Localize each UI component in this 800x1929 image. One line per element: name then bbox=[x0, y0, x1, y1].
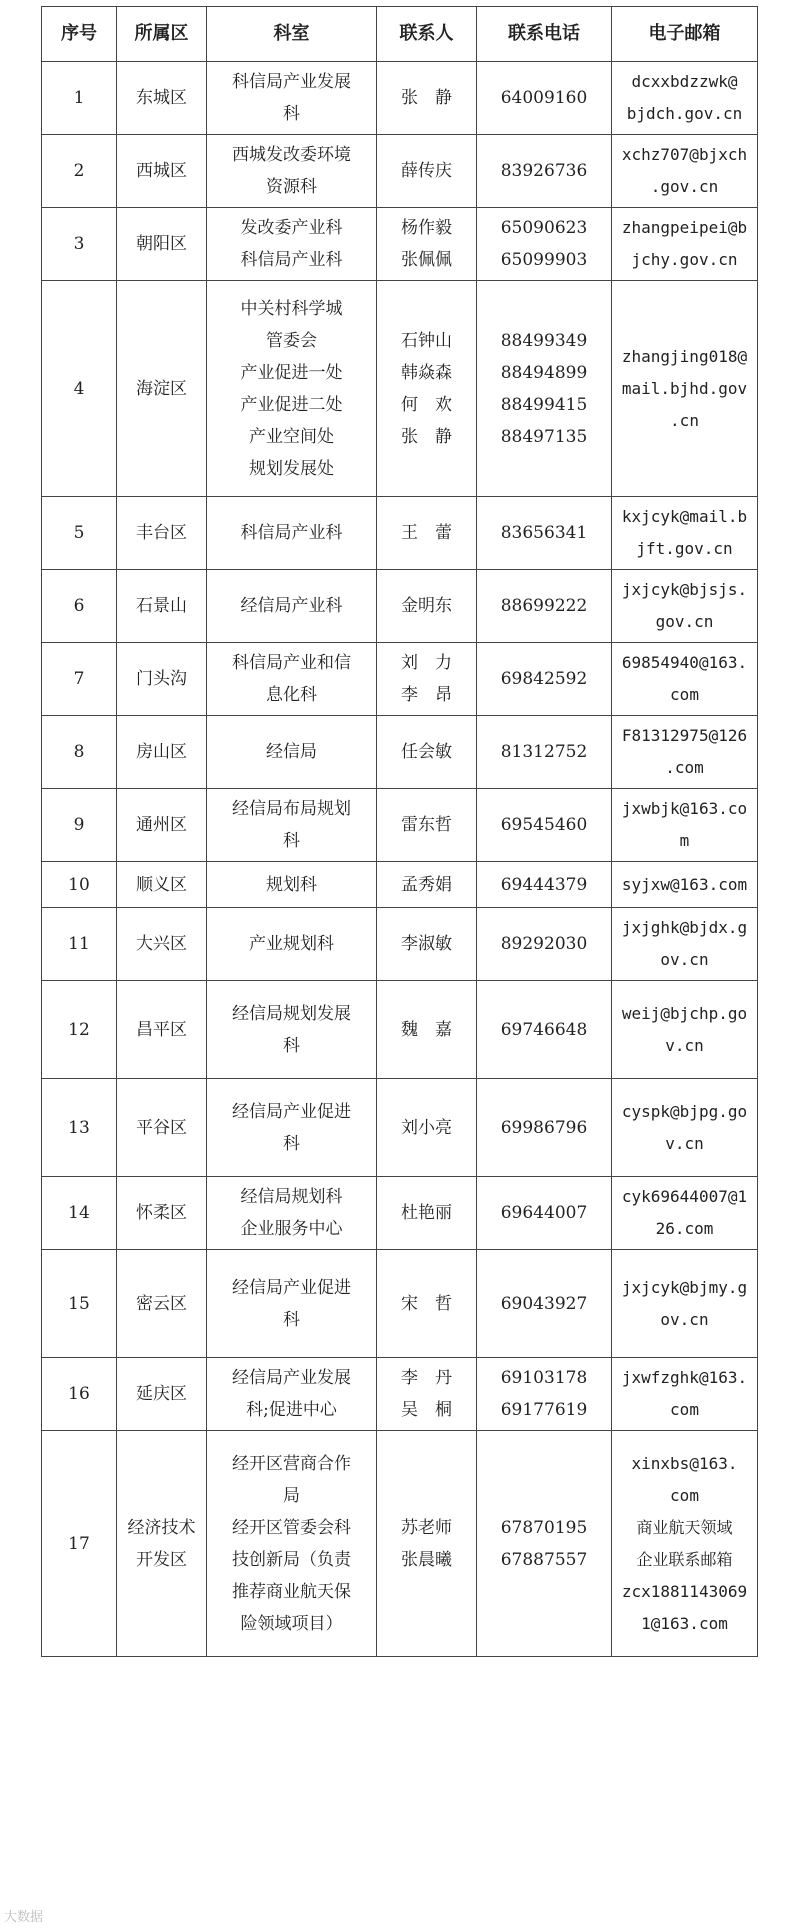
department-cell bbox=[207, 1079, 377, 1177]
email-line: zcx1881143069 bbox=[621, 1581, 748, 1601]
email-line: jxjcyk@bjsjs. bbox=[621, 580, 748, 599]
seq-cell: 9 bbox=[42, 789, 117, 862]
table-row bbox=[42, 789, 758, 862]
department-cell bbox=[207, 1431, 377, 1657]
table-row bbox=[42, 981, 758, 1079]
department-line: 经信局产业促进 bbox=[232, 1277, 351, 1298]
email-line: xinxbs@163. bbox=[631, 1453, 738, 1473]
contact-cell bbox=[377, 1250, 477, 1358]
table-row bbox=[42, 1358, 758, 1431]
district-cell: 通州区 bbox=[117, 789, 207, 862]
phone-line: 69842592 bbox=[500, 669, 588, 689]
department-line: 科 bbox=[283, 1133, 300, 1154]
district-cell: 朝阳区 bbox=[117, 208, 207, 281]
table-row bbox=[42, 862, 758, 908]
seq-cell: 10 bbox=[42, 862, 117, 908]
table-header-row bbox=[42, 7, 758, 62]
department-cell bbox=[207, 908, 377, 981]
table-row bbox=[42, 570, 758, 643]
header-contact: 联系人 bbox=[377, 7, 477, 62]
phone-line: 65090623 bbox=[500, 218, 588, 238]
seq-cell: 16 bbox=[42, 1358, 117, 1431]
email-line: .com bbox=[665, 758, 704, 777]
seq-cell: 17 bbox=[42, 1431, 117, 1657]
email-line: com bbox=[670, 685, 699, 704]
department-line: 局 bbox=[283, 1485, 300, 1506]
phone-cell bbox=[477, 208, 612, 281]
seq-cell: 4 bbox=[42, 281, 117, 497]
header-department: 科室 bbox=[207, 7, 377, 62]
email-line: jxwfzghk@163. bbox=[621, 1368, 748, 1387]
phone-line: 69986796 bbox=[500, 1117, 588, 1138]
email-line: jchy.gov.cn bbox=[631, 250, 738, 269]
email-line: zhangjing018@ bbox=[621, 346, 748, 366]
contact-line: 宋 哲 bbox=[401, 1293, 452, 1314]
department-line: 经开区管委会科 bbox=[232, 1517, 351, 1538]
table-row bbox=[42, 643, 758, 716]
contact-line: 张 静 bbox=[401, 88, 452, 108]
contact-cell bbox=[377, 1358, 477, 1431]
department-line: 科 bbox=[283, 1309, 300, 1330]
phone-cell bbox=[477, 1079, 612, 1177]
contact-cell bbox=[377, 716, 477, 789]
email-line: jxjcyk@bjmy.g bbox=[621, 1277, 748, 1297]
header-phone: 联系电话 bbox=[477, 7, 612, 62]
phone-cell bbox=[477, 570, 612, 643]
district-cell bbox=[117, 1431, 207, 1657]
department-line: 科信局产业和信 bbox=[232, 653, 351, 673]
phone-line: 69043927 bbox=[500, 1293, 588, 1314]
phone-cell bbox=[477, 1250, 612, 1358]
email-line: 69854940@163. bbox=[621, 653, 748, 672]
department-line: 科信局产业科 bbox=[240, 523, 343, 543]
seq-cell: 8 bbox=[42, 716, 117, 789]
phone-line: 88499349 bbox=[500, 330, 588, 351]
phone-line: 69644007 bbox=[500, 1203, 588, 1223]
email-line: .gov.cn bbox=[650, 177, 719, 196]
district-cell: 门头沟 bbox=[117, 643, 207, 716]
email-line: syjxw@163.com bbox=[621, 874, 748, 894]
email-line: gov.cn bbox=[655, 612, 714, 631]
district-cell: 海淀区 bbox=[117, 281, 207, 497]
email-line: cyk69644007@1 bbox=[621, 1187, 748, 1206]
contact-cell bbox=[377, 789, 477, 862]
department-line: 经信局 bbox=[266, 742, 317, 762]
contact-line: 刘 力 bbox=[401, 653, 452, 673]
district-cell: 丰台区 bbox=[117, 497, 207, 570]
district-cell: 东城区 bbox=[117, 62, 207, 135]
department-line: 科 bbox=[283, 831, 300, 851]
seq-cell: 12 bbox=[42, 981, 117, 1079]
department-line: 企业服务中心 bbox=[240, 1219, 343, 1239]
phone-line: 83656341 bbox=[500, 523, 588, 543]
email-line: bjdch.gov.cn bbox=[626, 104, 743, 123]
email-cell bbox=[612, 1358, 758, 1431]
contact-line: 张佩佩 bbox=[401, 250, 452, 270]
seq-cell: 11 bbox=[42, 908, 117, 981]
contact-cell bbox=[377, 497, 477, 570]
phone-line: 69177619 bbox=[500, 1400, 588, 1420]
header-email: 电子邮箱 bbox=[612, 7, 758, 62]
department-line: 科 bbox=[283, 1035, 300, 1056]
email-cell bbox=[612, 570, 758, 643]
table-row bbox=[42, 1431, 758, 1657]
contact-line: 雷东哲 bbox=[401, 815, 452, 835]
phone-line: 67870195 bbox=[500, 1517, 588, 1538]
email-line: com bbox=[670, 1485, 699, 1505]
email-line: 26.com bbox=[655, 1219, 714, 1238]
phone-cell bbox=[477, 908, 612, 981]
table-row bbox=[42, 1079, 758, 1177]
email-cell bbox=[612, 281, 758, 497]
email-cell bbox=[612, 135, 758, 208]
contact-line: 张晨曦 bbox=[401, 1549, 452, 1570]
department-line: 推荐商业航天保 bbox=[232, 1581, 351, 1602]
email-cell bbox=[612, 62, 758, 135]
phone-cell bbox=[477, 497, 612, 570]
email-cell bbox=[612, 1250, 758, 1358]
email-line: jxwbjk@163.co bbox=[621, 799, 748, 818]
email-cell bbox=[612, 908, 758, 981]
phone-cell bbox=[477, 281, 612, 497]
department-cell bbox=[207, 208, 377, 281]
phone-cell bbox=[477, 716, 612, 789]
department-line: 息化科 bbox=[266, 685, 317, 705]
table-row bbox=[42, 281, 758, 497]
phone-line: 65099903 bbox=[500, 250, 588, 270]
department-line: 科;促进中心 bbox=[246, 1400, 337, 1420]
phone-line: 88497135 bbox=[500, 426, 588, 447]
email-line: cyspk@bjpg.go bbox=[621, 1101, 748, 1121]
contact-line: 魏 嘉 bbox=[401, 1019, 452, 1040]
contact-line: 李 昂 bbox=[401, 685, 452, 705]
phone-line: 64009160 bbox=[500, 88, 588, 108]
email-cell bbox=[612, 497, 758, 570]
email-line: xchz707@bjxch bbox=[621, 145, 748, 164]
department-cell bbox=[207, 281, 377, 497]
email-line: v.cn bbox=[665, 1035, 704, 1055]
department-cell bbox=[207, 1177, 377, 1250]
department-line: 西城发改委环境 bbox=[232, 145, 351, 165]
email-line: mail.bjhd.gov bbox=[621, 378, 748, 398]
phone-line: 69545460 bbox=[500, 815, 588, 835]
department-cell bbox=[207, 643, 377, 716]
email-line: 企业联系邮箱 bbox=[636, 1549, 733, 1569]
district-cell: 顺义区 bbox=[117, 862, 207, 908]
department-line: 规划发展处 bbox=[249, 458, 334, 479]
contact-line: 刘小亮 bbox=[401, 1117, 452, 1138]
phone-line: 67887557 bbox=[500, 1549, 588, 1570]
email-line: ov.cn bbox=[660, 1309, 709, 1329]
district-cell: 怀柔区 bbox=[117, 1177, 207, 1250]
district-cell: 房山区 bbox=[117, 716, 207, 789]
email-cell bbox=[612, 862, 758, 908]
contact-line: 吴 桐 bbox=[401, 1400, 452, 1420]
header-district: 所属区 bbox=[117, 7, 207, 62]
table-row bbox=[42, 716, 758, 789]
contact-cell bbox=[377, 281, 477, 497]
table-row bbox=[42, 908, 758, 981]
contact-cell bbox=[377, 981, 477, 1079]
seq-cell: 6 bbox=[42, 570, 117, 643]
table-row bbox=[42, 208, 758, 281]
seq-cell: 2 bbox=[42, 135, 117, 208]
contact-cell bbox=[377, 208, 477, 281]
district-cell: 昌平区 bbox=[117, 981, 207, 1079]
department-line: 规划科 bbox=[266, 874, 317, 895]
phone-line: 69103178 bbox=[500, 1368, 588, 1388]
department-line: 发改委产业科 bbox=[240, 218, 343, 238]
department-line: 科信局产业发展 bbox=[232, 72, 351, 92]
contact-line: 薛传庆 bbox=[401, 161, 452, 181]
department-line: 产业促进一处 bbox=[240, 362, 343, 383]
contact-line: 何 欢 bbox=[401, 394, 452, 415]
contact-cell bbox=[377, 62, 477, 135]
contact-cell bbox=[377, 862, 477, 908]
department-cell bbox=[207, 135, 377, 208]
email-cell bbox=[612, 981, 758, 1079]
table-row bbox=[42, 497, 758, 570]
department-line: 经信局产业发展 bbox=[232, 1368, 351, 1388]
district-cell: 平谷区 bbox=[117, 1079, 207, 1177]
email-cell bbox=[612, 789, 758, 862]
phone-line: 83926736 bbox=[500, 161, 588, 181]
district-line: 经济技术 bbox=[127, 1517, 196, 1538]
department-cell bbox=[207, 497, 377, 570]
department-line: 经信局产业科 bbox=[240, 596, 343, 616]
email-line: dcxxbdzzwk@ bbox=[631, 72, 738, 91]
department-line: 技创新局（负责 bbox=[232, 1549, 351, 1570]
district-line: 开发区 bbox=[136, 1549, 187, 1570]
contact-line: 杜艳丽 bbox=[401, 1203, 452, 1223]
email-line: weij@bjchp.go bbox=[621, 1003, 748, 1023]
phone-line: 88499415 bbox=[500, 394, 588, 415]
contact-line: 孟秀娟 bbox=[401, 874, 452, 895]
district-cell: 大兴区 bbox=[117, 908, 207, 981]
email-cell bbox=[612, 1079, 758, 1177]
contact-cell bbox=[377, 1431, 477, 1657]
contacts-table bbox=[41, 6, 758, 1657]
department-line: 经信局产业促进 bbox=[232, 1101, 351, 1122]
contact-cell bbox=[377, 908, 477, 981]
contact-line: 李 丹 bbox=[401, 1368, 452, 1388]
email-cell bbox=[612, 716, 758, 789]
table-row bbox=[42, 1177, 758, 1250]
phone-line: 81312752 bbox=[500, 742, 588, 762]
contact-cell bbox=[377, 643, 477, 716]
department-line: 产业规划科 bbox=[249, 934, 334, 954]
email-line: jxjghk@bjdx.g bbox=[621, 918, 748, 937]
district-cell: 延庆区 bbox=[117, 1358, 207, 1431]
seq-cell: 3 bbox=[42, 208, 117, 281]
phone-line: 89292030 bbox=[500, 934, 588, 954]
watermark: 大数据 bbox=[4, 1910, 44, 1925]
contact-line: 张 静 bbox=[401, 426, 452, 447]
phone-cell bbox=[477, 643, 612, 716]
email-line: jft.gov.cn bbox=[636, 539, 733, 558]
phone-line: 69746648 bbox=[500, 1019, 588, 1040]
table-row bbox=[42, 135, 758, 208]
email-cell bbox=[612, 1431, 758, 1657]
contact-cell bbox=[377, 1079, 477, 1177]
department-line: 资源科 bbox=[266, 177, 317, 197]
seq-cell: 7 bbox=[42, 643, 117, 716]
phone-line: 88699222 bbox=[500, 596, 588, 616]
phone-cell bbox=[477, 789, 612, 862]
header-seq: 序号 bbox=[42, 7, 117, 62]
phone-line: 88494899 bbox=[500, 362, 588, 383]
department-cell bbox=[207, 862, 377, 908]
email-cell bbox=[612, 208, 758, 281]
department-line: 险领域项目） bbox=[240, 1613, 343, 1634]
seq-cell: 1 bbox=[42, 62, 117, 135]
table-row bbox=[42, 1250, 758, 1358]
department-cell bbox=[207, 1250, 377, 1358]
department-line: 管委会 bbox=[266, 330, 317, 351]
seq-cell: 5 bbox=[42, 497, 117, 570]
email-line: com bbox=[670, 1400, 699, 1419]
email-line: ov.cn bbox=[660, 950, 709, 969]
district-cell: 西城区 bbox=[117, 135, 207, 208]
district-cell: 石景山 bbox=[117, 570, 207, 643]
contact-line: 苏老师 bbox=[401, 1517, 452, 1538]
contact-line: 王 蕾 bbox=[401, 523, 452, 543]
phone-cell bbox=[477, 1177, 612, 1250]
email-cell bbox=[612, 643, 758, 716]
phone-cell bbox=[477, 862, 612, 908]
phone-cell bbox=[477, 1358, 612, 1431]
phone-line: 69444379 bbox=[500, 874, 588, 895]
seq-cell: 15 bbox=[42, 1250, 117, 1358]
phone-cell bbox=[477, 981, 612, 1079]
department-line: 产业空间处 bbox=[249, 426, 334, 447]
department-cell bbox=[207, 981, 377, 1079]
department-cell bbox=[207, 570, 377, 643]
phone-cell bbox=[477, 135, 612, 208]
contact-line: 李淑敏 bbox=[401, 934, 452, 954]
district-cell: 密云区 bbox=[117, 1250, 207, 1358]
phone-cell bbox=[477, 62, 612, 135]
email-line: kxjcyk@mail.b bbox=[621, 507, 748, 526]
contact-line: 任会敏 bbox=[401, 742, 452, 762]
department-cell bbox=[207, 716, 377, 789]
department-line: 经开区营商合作 bbox=[232, 1453, 351, 1474]
department-line: 经信局规划发展 bbox=[232, 1003, 351, 1024]
contact-cell bbox=[377, 1177, 477, 1250]
seq-cell: 13 bbox=[42, 1079, 117, 1177]
table-row bbox=[42, 62, 758, 135]
department-line: 科 bbox=[283, 104, 300, 124]
department-line: 产业促进二处 bbox=[240, 394, 343, 415]
contact-line: 金明东 bbox=[401, 596, 452, 616]
email-line: F81312975@126 bbox=[621, 726, 748, 745]
department-line: 经信局规划科 bbox=[240, 1187, 343, 1207]
department-cell bbox=[207, 1358, 377, 1431]
contact-cell bbox=[377, 135, 477, 208]
department-cell bbox=[207, 789, 377, 862]
contact-line: 杨作毅 bbox=[401, 218, 452, 238]
contact-cell bbox=[377, 570, 477, 643]
email-line: .cn bbox=[670, 410, 699, 430]
email-line: zhangpeipei@b bbox=[621, 218, 748, 237]
email-line: v.cn bbox=[665, 1133, 704, 1153]
email-line: 1@163.com bbox=[641, 1613, 728, 1633]
seq-cell: 14 bbox=[42, 1177, 117, 1250]
email-line: m bbox=[679, 831, 690, 850]
table-body bbox=[42, 62, 758, 1657]
email-line: 商业航天领域 bbox=[636, 1517, 733, 1537]
phone-cell bbox=[477, 1431, 612, 1657]
department-line: 中关村科学城 bbox=[240, 298, 343, 319]
department-line: 科信局产业科 bbox=[240, 250, 343, 270]
department-line: 经信局布局规划 bbox=[232, 799, 351, 819]
contact-line: 石钟山 bbox=[401, 330, 452, 351]
contact-line: 韩焱森 bbox=[401, 362, 452, 383]
email-cell bbox=[612, 1177, 758, 1250]
department-cell bbox=[207, 62, 377, 135]
